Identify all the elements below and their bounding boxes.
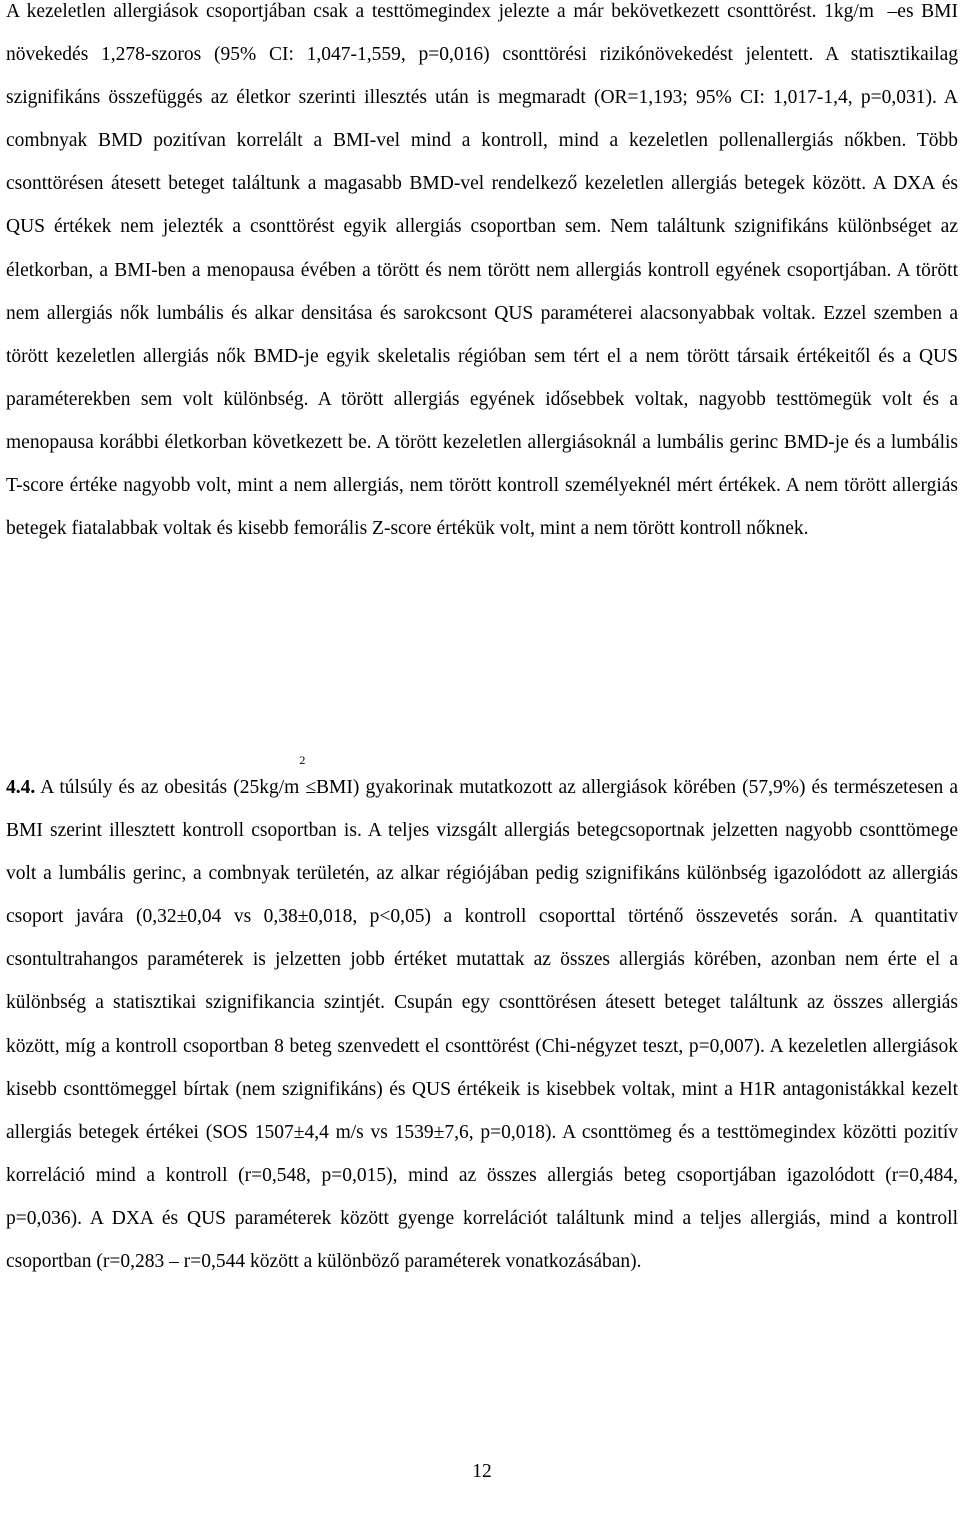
section-number: 4.4. [6,777,36,798]
paragraph-2 [6,753,959,1283]
paragraph-1-text-b: –es BMI növekedés 1,278-szoros (95% CI: 1,047-1,559, p=0,016) csonttörési rizikónövekedést jelentett. A statisztikailag szignifikáns összefüggés az életkor szerinti illesztés után is megmaradt (OR=1,193; 95% CI: 1,017-1,4, p=0,031). A combnyak BMD pozitívan korrelált a BMI-vel mind a kontroll, mind a kezeletlen pollenallergiás nőkben. Több csonttörésen átesett beteget találtunk a magasabb BMD-vel rendelkező kezeletlen allergiás betegek között. A DXA és QUS értékek nem jelezték a csonttörést egyik allergiás csoportban sem. Nem találtunk szignifikáns különbséget az életkorban, a BMI-ben a menopausa évében a törött és nem törött nem allergiás kontroll egyének csoportjában. A törött nem allergiás nők lumbális és alkar densitása és sarokcsont QUS paraméterei alacsonyabbak voltak. Ezzel szemben a törött kezeletlen allergiás nők BMD-je egyik skeletalis régióban sem tért el a nem törött társaik értékeitől és a QUS paraméterekben sem volt különbség. A törött allergiás egyének idősebbek voltak, nagyobb testtömegük volt és a menopausa korábbi életkorban következett be. A törött kezeletlen allergiásoknál a lumbális gerinc BMD-je és a lumbális T-score értéke nagyobb volt, mint a nem allergiás, nem törött kontroll személyeknél mért értékek. A nem törött allergiás betegek fiatalabbak voltak és kisebb femorális Z-score értékük volt, mint a nem törött kontroll nőknek. [6,1,958,540]
paragraph-1-text-a: A kezeletlen allergiások csoportjában csak a testtömegindex jelezte a már bekövetkezett csonttörést. 1kg/m [6,1,874,22]
paragraph-2-text-a: A túlsúly és az obesitás (25kg/m [35,777,300,798]
paragraph-1 [6,0,958,550]
paragraph-2-text-b: ≤BMI) gyakorinak mutatkozott az allergiások körében (57,9%) és természetesen a BMI szerint illesztett kontroll csoportban is. A teljes vizsgált allergiás betegcsoportnak jelzetten nagyobb csonttömege volt a lumbális gerinc, a combnyak területén, az alkar régiójában pedig szignifikáns különbség igazolódott az allergiás csoport javára (0,32±0,04 vs 0,38±0,018, p<0,05) a kontroll csoporttal történő összevetés során. A quantitativ csontultrahangos paraméterek is jelzetten jobb értéket mutattak az összes allergiás körében, azonban nem érte el a különbség a statisztikai szignifikancia szintjét. Csupán egy csonttörésen átesett beteget találtunk az összes allergiás között, míg a kontroll csoportban 8 beteg szenvedett el csonttörést (Chi-négyzet teszt, p=0,007). A kezeletlen allergiások kisebb csonttömeggel bírtak (nem szignifikáns) és QUS értékeik is kisebbek voltak, mint a H1R antagonistákkal kezelt allergiás betegek értékei (SOS 1507±4,4 m/s vs 1539±7,6, p=0,018). A csonttömeg és a testtömegindex közötti pozitív korreláció mind a kontroll (r=0,548, p=0,015), mind az összes allergiás beteg csoportjában igazolódott (r=0,484, p=0,036). A DXA és QUS paraméterek között gyenge korrelációt találtunk mind a teljes allergiás, mind a kontroll csoportban (r=0,283 – r=0,544 között a különböző paraméterek vonatkozásában). [6,777,959,1273]
page-number: 12 [472,1461,492,1482]
superscript-2: 2 [299,753,306,767]
document-page [6,0,958,1518]
